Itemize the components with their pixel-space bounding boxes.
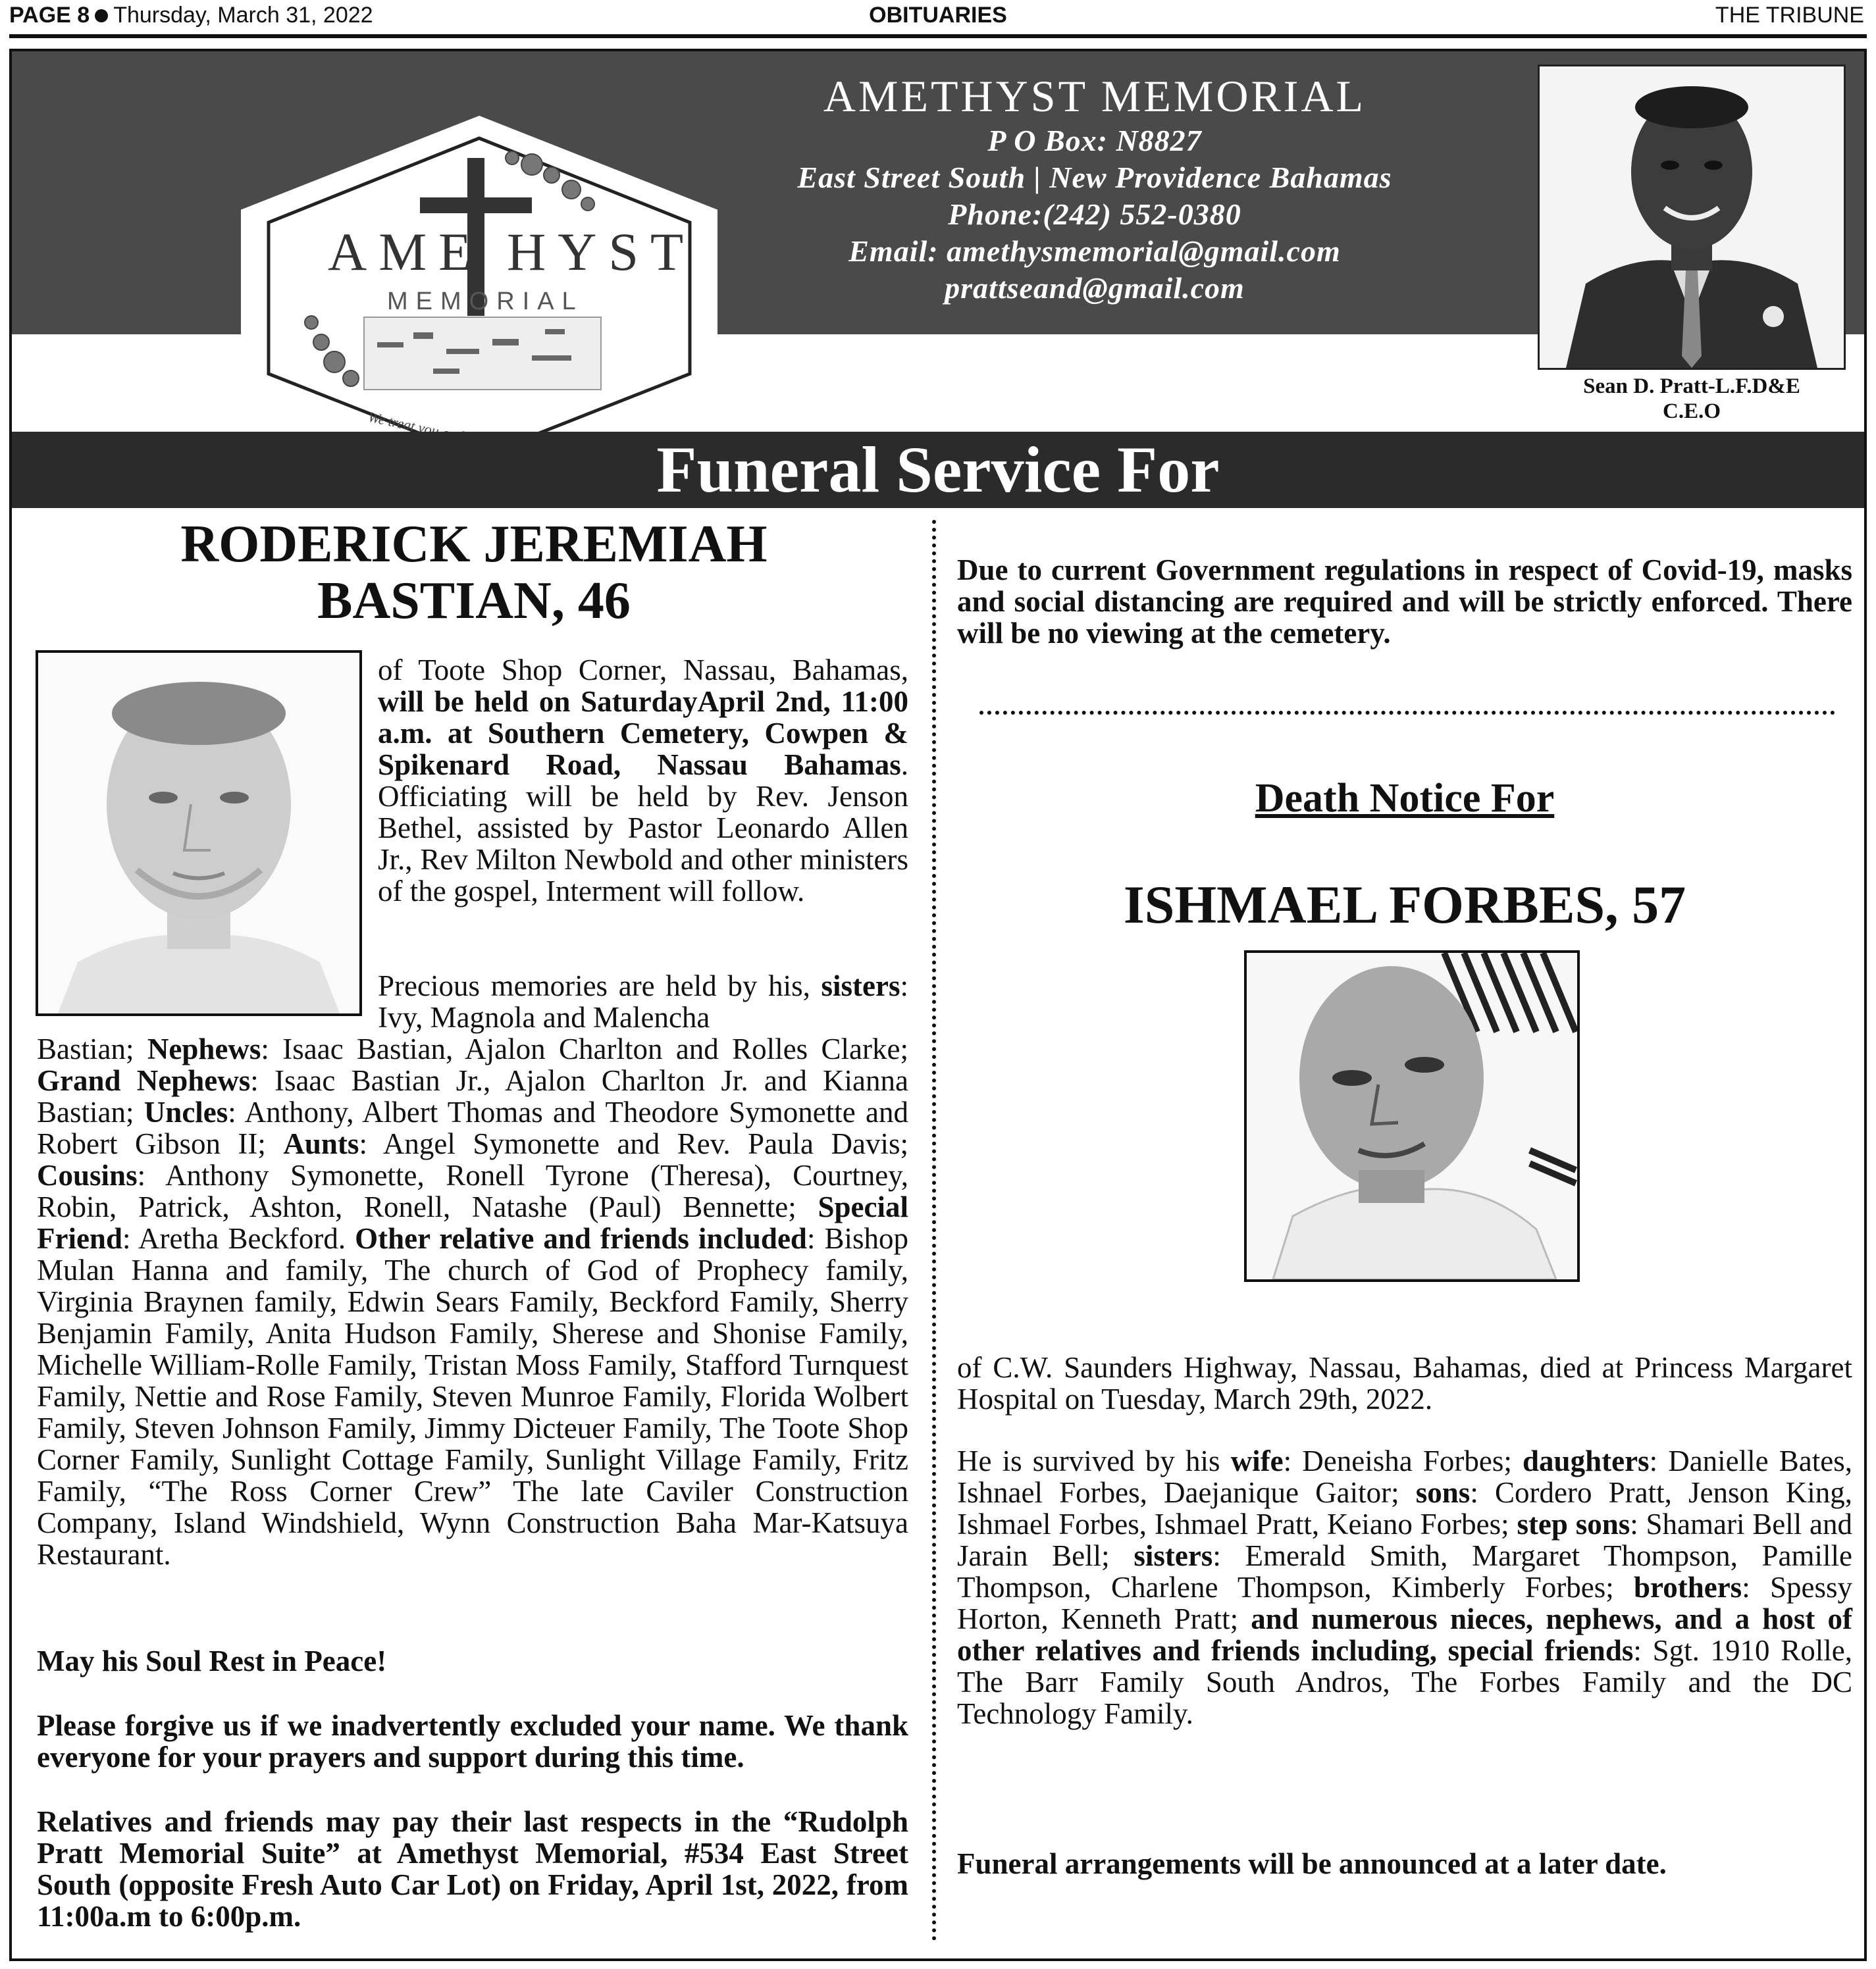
service-time-place: will be held on SaturdayApril 2nd, 11:00 a.m. at Southern Cemetery, Cowpen & Spikenard Road, Nassau Bahamas [378,685,908,781]
other-relatives-text: : Bishop Mulan Hanna and family, The church of God of Prophecy family, Virginia Braynen family, Edwin Sears Family, Beckford Family, Sherry Benjamin Family, Anita Hudson Family, Sherese and Shonise Family, Michelle William-Rolle Family, Tristan Moss Family, Stafford Turnquest Family, Nettie and Rose Family, Steven Munroe Family, Florida Wolbert Family, Steven Johnson Family, Jimmy Dicteuer Family, The Toote Shop Corner Family, Sunlight Cottage Family, Sunlight Village Family, Fritz Family, “The Ross Corner Crew” The late Caviler Construction Company, Island Windshield, Wynn Construction Baha Mar-Katsuya Restaurant. [37,1222,908,1571]
death-notice-title: Death Notice For [1255,776,1555,821]
brothers-text: : Spessy Horton, Kenneth Pratt; [957,1571,1853,1635]
cousins-label: Cousins [37,1159,138,1192]
service-location-text: of Toote Shop Corner, Nassau, Bahamas, [378,653,908,686]
wife-label: wife [1230,1445,1284,1477]
sons-text: : Cordero Pratt, Jenson King, Ishmael Forbes, Ishmael Pratt, Keiano Forbes; [957,1476,1852,1541]
bastian-surname: Bastian; [37,1033,147,1065]
viewing-details: Relatives and friends may pay their last respects in the “Rudolph Pratt Memorial Suite” at Amethyst Memorial, #534 East Street South (opposite Fresh Auto Car Lot) on Friday, April 1st, 2022, from 11:00a.m to 6:00p.m. [37,1805,908,1933]
company-phone: Phone:(242) 552-0380 [948,197,1241,231]
logo-word-left: AME [328,222,484,282]
covid-notice: Due to current Government regulations in respect of Covid-19, masks and social distancing are required and will be strictly enforced. There will be no viewing at the cemetery. [957,553,1852,650]
memories-intro-text: Precious memories are held by his, [378,969,821,1002]
aunts-label: Aunts [283,1127,359,1160]
company-name: AMETHYST MEMORIAL [823,71,1367,121]
ceo-title: C.E.O [1662,399,1721,423]
paper-name: THE TRIBUNE [1715,3,1864,28]
sisters-label: sisters [821,969,900,1002]
newspaper-masthead [0,0,1876,32]
company-pobox: P O Box: N8827 [987,124,1202,157]
left-name-line-1: RODERICK JEREMIAH [180,515,768,573]
left-name-line-2: BASTIAN, 46 [317,572,631,630]
cousins-text: : Anthony Symonette, Ronell Tyrone (Theresa), Courtney, Robin, Patrick, Ashton, Ronell, Natashe (Paul) Bennette; [37,1159,908,1223]
officiating-text: . Officiating will be held by Rev. Jenson Bethel, assisted by Pastor Leonardo Allen Jr., Rev Milton Newbold and other ministers of the gospel, Interment will follow. [378,748,908,908]
forbes-death-details: of C.W. Saunders Highway, Nassau, Bahamas, died at Princess Margaret Hospital on Tuesday, March 29th, 2022. [957,1351,1852,1416]
step-sons-label: step sons [1517,1508,1630,1541]
logo-sub: MEMORIAL [387,288,584,315]
logo-word-right: HYST [507,222,696,282]
forgive-note: Please forgive us if we inadvertently excluded your name. We thank everyone for your prayers and support during this time. [37,1709,908,1774]
forbes-sisters-label: sisters [1133,1539,1213,1572]
amethyst-logo [236,112,723,480]
nephews-text: : Isaac Bastian, Ajalon Charlton and Rolles Clarke; [261,1033,908,1065]
sisters-text: : Ivy, Magnola and Malencha [378,969,908,1034]
other-relatives-label: Other relative and friends included [355,1222,807,1255]
ceo-caption [1526,374,1858,424]
deceased-photo-forbes [1244,950,1580,1282]
title-bar [12,432,1864,508]
company-email: Email: amethysmemorial@gmail.com [848,234,1341,268]
column-divider [932,520,936,1941]
funeral-arrangements-note: Funeral arrangements will be announced at a later date. [957,1847,1667,1880]
masthead-rule [9,34,1867,38]
forbes-sisters-text: : Emerald Smith, Margaret Thompson, Pamille Thompson, Charlene Thompson, Kimberly Forbes; [957,1539,1852,1604]
deceased-name-right: ISHMAEL FORBES, 57 [1123,875,1686,934]
precious-memories-intro [378,970,908,1033]
advertisement-frame [9,49,1867,1961]
issue-date: Thursday, March 31, 2022 [113,3,373,28]
deceased-name-left [33,516,915,629]
rest-in-peace: May his Soul Rest in Peace! [37,1645,387,1677]
special-friend-text: : Aretha Beckford. [122,1222,355,1255]
uncles-text: : Anthony, Albert Thomas and Theodore Symonette and Robert Gibson II; [37,1096,908,1160]
section-name: OBITUARIES [869,3,1007,28]
ceo-name: Sean D. Pratt-L.F.D&E [1583,374,1800,398]
aunts-text: : Angel Symonette and Rev. Paula Davis; [359,1127,908,1160]
nephews-label: Nephews [147,1033,261,1065]
deceased-photo-bastian [36,650,362,1016]
step-sons-text: : Shamari Bell and Jarain Bell; [957,1508,1852,1572]
grand-nephews-text: : Isaac Bastian Jr., Ajalon Charlton Jr. and Kianna Bastian; [37,1064,908,1129]
uncles-label: Uncles [143,1096,228,1129]
sons-label: sons [1415,1476,1471,1509]
special-friend-label: Special Friend [37,1190,908,1255]
ceo-photo [1538,64,1846,370]
daughters-label: daughters [1523,1445,1650,1477]
page-number: PAGE 8 [9,3,90,28]
bastian-survivors [37,1033,908,1570]
survived-intro: He is survived by his [957,1445,1231,1477]
bastian-service-details [378,654,908,907]
company-address: East Street South | New Providence Bahamas [797,161,1392,194]
extended-family-label: and numerous nieces, nephews, and a host of other relatives and friends including, special friends [957,1602,1852,1667]
extended-family-text: : Sgt. 1910 Rolle, The Barr Family South Andros, The Forbes Family and the DC Technology Family. [957,1634,1852,1730]
company-info [749,70,1440,307]
service-title: Funeral Service For [656,433,1220,506]
company-email-2: prattseand@gmail.com [945,271,1245,305]
wife-text: : Deneisha Forbes; [1283,1445,1523,1477]
grand-nephews-label: Grand Nephews [37,1064,251,1097]
dotted-separator [979,711,1835,715]
forbes-survivors [957,1445,1852,1729]
brothers-label: brothers [1634,1571,1742,1604]
daughters-text: : Danielle Bates, Ishnael Forbes, Daejanique Gaitor; [957,1445,1852,1509]
